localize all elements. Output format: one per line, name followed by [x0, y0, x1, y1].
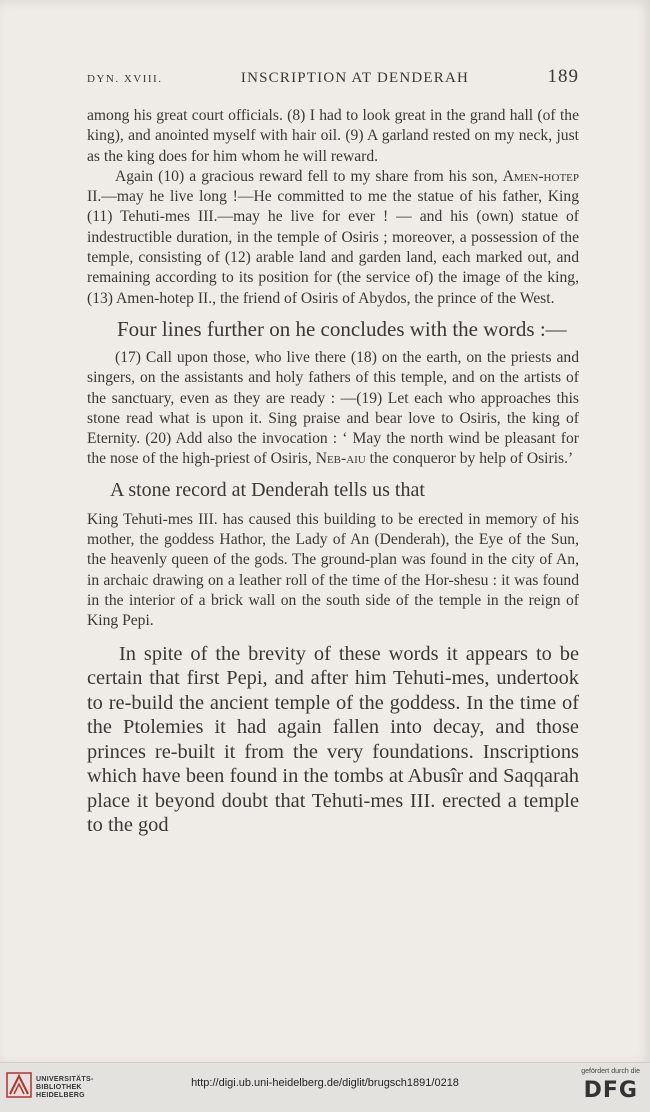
paragraph-3: Four lines further on he concludes with the words :— [117, 316, 567, 341]
page-number: 189 [547, 66, 579, 87]
paragraph-5: A stone record at Denderah tells us that [110, 478, 425, 501]
paragraph-4-rest: the conqueror by help of Osiris.’ [365, 450, 574, 468]
library-name-line1: UNIVERSITÄTS- [36, 1076, 94, 1083]
library-name-line3: HEIDELBERG [36, 1092, 85, 1099]
paragraph-2 [87, 167, 579, 309]
funding-note: gefördert durch die [581, 1068, 640, 1075]
dynasty-label: DYN. XVIII. [87, 73, 163, 85]
paragraph-2-start: Again (10) a gracious reward fell to my share from his son, [115, 167, 498, 185]
page-title: INSCRIPTION AT DENDERAH [240, 70, 470, 86]
name-amen-hotep: Amen-hotep [502, 167, 579, 185]
paragraph-6: King Tehuti-mes III. has caused this building to be erected in memory of his mother, the goddess Hathor, the Lady of An (Denderah), the Eye of the Sun, the heavenly queen of the gods. The ground-plan was found in the city of An, in archaic drawing on a leather roll of the time of the Hor-shesu : it was found in the interior of a brick wall on the south side of the temple in the reign of King Pepi. [87, 510, 579, 630]
dfg-logo: DFG [583, 1078, 638, 1103]
page-content [87, 66, 579, 838]
paragraph-4-start: (17) Call upon those, who live there (18) on the earth, on the priests and singers, on the assistants and holy fathers of this temple, and on the artists of the sanctuary, even as they are ready : —(19) Let each who approaches this stone read what is upon it. Sing praise and bear love to Osiris, the king of Eternity. (20) Add also the invocation : ‘ May the north wind be pleasant for the nose of the high-priest of Osiris, [87, 348, 579, 468]
library-name-line2: BIBLIOTHEK [36, 1084, 82, 1091]
source-url-link[interactable]: http://digi.ub.uni-heidelberg.de/diglit/brugsch1891/0218 [191, 1077, 459, 1089]
paragraph-2-rest: II.—may he live long !—He committed to me the statue of his father, King (11) Tehuti-mes III.—may he live for ever ! — and his (own) statue of indestructible duration, in the temple of Osiris ; moreover, a possession of the temple, consisting of (12) arable land and garden land, each marked out, and remaining according to its position for (the service of) the image of the king, (13) Amen-hotep II., the friend of Osiris of Abydos, the prince of the West. [87, 188, 579, 307]
paragraph-4 [87, 348, 579, 470]
paragraph-7: In spite of the brevity of these words it appears to be certain that first Pepi, and after him Tehuti-mes, undertook to re-build the ancient temple of the goddess. In the time of the Ptolemies it had again fallen into decay, and those princes re-built it from the very foundations. Inscriptions which have been found in the tombs at Abusîr and Saqqarah place it beyond doubt that Tehuti-mes III. erected a temple to the god [87, 642, 579, 837]
running-header [87, 66, 579, 88]
paragraph-1: among his great court officials. (8) I had to look great in the grand hall (of the king), and anointed myself with hair oil. (9) A garland rested on my neck, just as the king does for him whom he will reward. [87, 107, 579, 165]
digitization-footer [0, 1062, 650, 1112]
name-neb-aiu: Neb-aiu [315, 450, 366, 468]
